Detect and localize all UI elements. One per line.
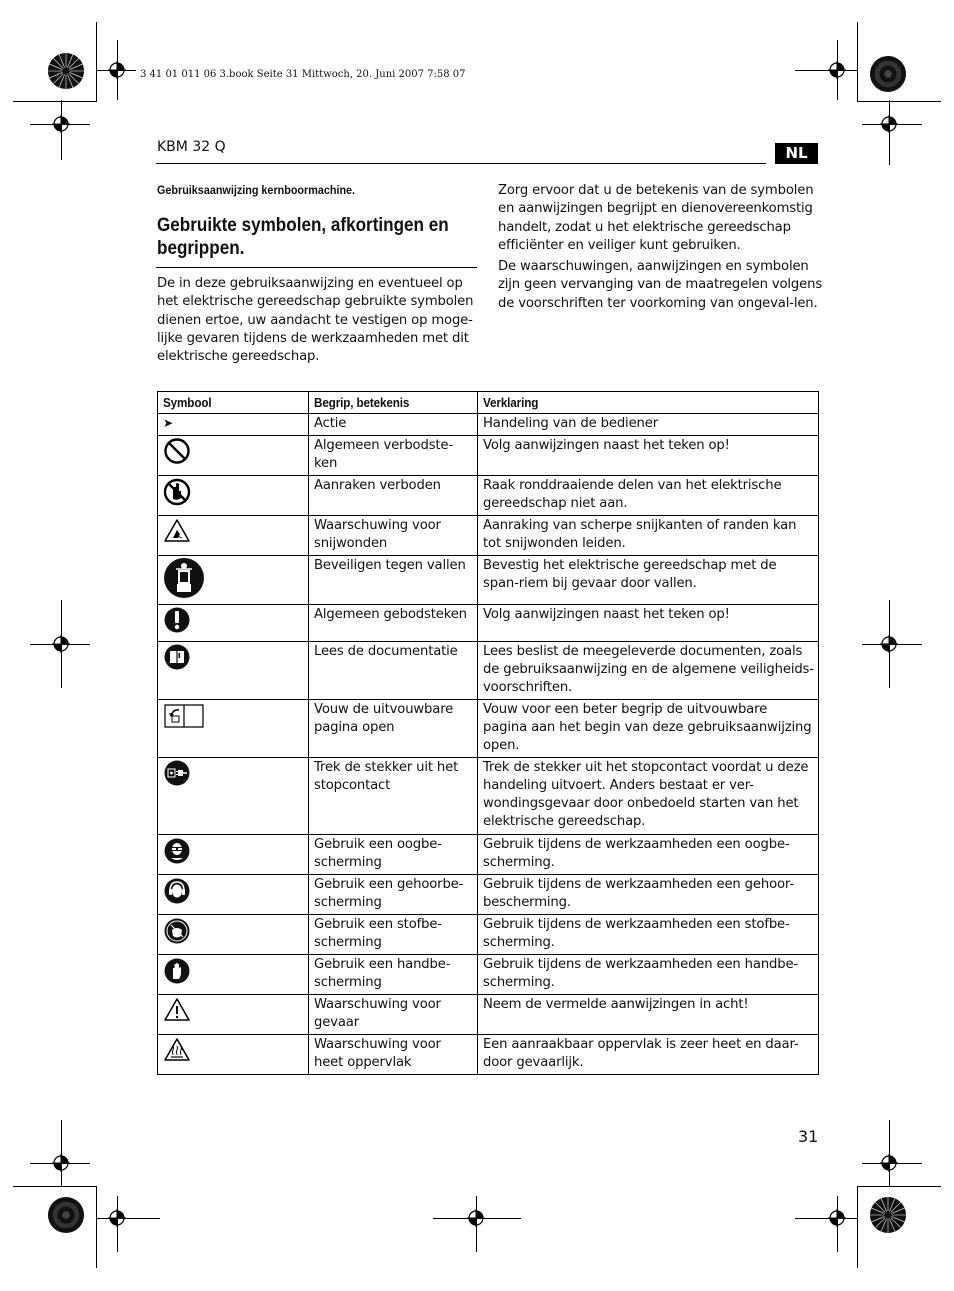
registration-target-icon [108, 61, 126, 79]
table-row [158, 555, 819, 604]
table-row [158, 515, 819, 555]
fall-protection-icon [163, 557, 205, 599]
term-cell: Trek de stekker uit het stopcontact [309, 757, 478, 834]
table-row [158, 757, 819, 834]
print-rosette-icon [47, 1196, 85, 1234]
term-cell: Beveiligen tegen vallen [309, 555, 478, 604]
term-cell: Gebruik een oogbe-scherming [309, 834, 478, 874]
registration-target-icon [52, 1154, 70, 1172]
header-rule [156, 163, 766, 164]
explanation-cell: Gebruik tijdens de werkzaamheden een stofbe-scherming. [478, 914, 819, 954]
column-header: Verklaring [478, 392, 819, 414]
explanation-cell: Volg aanwijzingen naast het teken op! [478, 604, 819, 641]
foldout-page-icon [163, 701, 207, 731]
hot-surface-icon [163, 1036, 191, 1064]
explanation-cell: Vouw voor een beter begrip de uitvouwbare pagina aan het begin van deze gebruiksaanwijzing open. [478, 699, 819, 757]
term-cell: Waarschuwing voor snijwonden [309, 515, 478, 555]
table-row [158, 435, 819, 475]
explanation-cell: Handeling van de bediener [478, 414, 819, 435]
language-badge: NL [775, 143, 818, 164]
explanation-cell: Aanraking van scherpe snijkanten of randen kan tot snijwonden leiden. [478, 515, 819, 555]
table-row [158, 834, 819, 874]
danger-warning-icon [163, 996, 191, 1024]
intro-paragraph-right-1: Zorg ervoor dat u de betekenis van de symbolen en aanwijzingen begrijpt en dienovereenkomstig handelt, zodat u het elektrische gereedschap efficiënter en veiliger kunt gebruiken. [498, 183, 814, 253]
intro-paragraph-left: De in deze gebruiksaanwijzing en eventueel op het elektrische gereedschap gebruikte symbolen dienen ertoe, uw aandacht te vestigen op moge-lijke gevaren tijdens de werkzaamheden met dit elektrische gereedschap. [157, 276, 474, 365]
explanation-cell: Bevestig het elektrische gereedschap met de span-riem bij gevaar door vallen. [478, 555, 819, 604]
book-info-line: 3 41 01 011 06 3.book Seite 31 Mittwoch, 20. Juni 2007 7:58 07 [140, 69, 466, 80]
section-subheading: Gebruiksaanwijzing kernboormachine. [157, 183, 356, 197]
unplug-icon [163, 759, 191, 787]
explanation-cell: Lees beslist de meegeleverde documenten, zoals de gebruiksaanwijzing en de algemene veiligheids-voorschriften. [478, 641, 819, 699]
page-number: 31 [798, 1127, 819, 1146]
explanation-cell: Raak ronddraaiende delen van het elektrische gereedschap niet aan. [478, 475, 819, 515]
gloves-icon [163, 956, 191, 986]
registration-target-icon [467, 1209, 485, 1227]
action-arrow-icon: ➤ [158, 414, 309, 435]
print-rosette-icon [47, 52, 85, 90]
table-row [158, 1034, 819, 1074]
term-cell: Gebruik een stofbe-scherming [309, 914, 478, 954]
explanation-cell: Neem de vermelde aanwijzingen in acht! [478, 994, 819, 1034]
table-row [158, 414, 819, 435]
term-cell: Vouw de uitvouwbare pagina open [309, 699, 478, 757]
print-rosette-icon [869, 55, 907, 93]
term-cell: Lees de documentatie [309, 641, 478, 699]
registration-target-icon [52, 635, 70, 653]
registration-target-icon [828, 61, 846, 79]
table-row [158, 914, 819, 954]
dust-mask-icon [163, 916, 191, 946]
hearing-protection-icon [163, 876, 191, 906]
model-name: KBM 32 Q [157, 139, 226, 155]
table-row [158, 994, 819, 1034]
print-rosette-icon [869, 1196, 907, 1234]
registration-target-icon [880, 635, 898, 653]
term-cell: Gebruik een gehoorbe-scherming [309, 874, 478, 914]
prohibition-icon [163, 437, 191, 465]
table-header-row [158, 392, 819, 414]
term-cell: Actie [309, 414, 478, 435]
term-cell: Gebruik een handbe-scherming [309, 954, 478, 994]
registration-target-icon [880, 115, 898, 133]
column-header: Symbool [158, 392, 309, 414]
term-cell: Algemeen gebodsteken [309, 604, 478, 641]
eye-protection-icon [163, 836, 191, 866]
intro-paragraph-right-2: De waarschuwingen, aanwijzingen en symbolen zijn geen vervanging van de maatregelen volgens de voorschriften ter voorkoming van ongeval-len. [498, 259, 823, 311]
mandatory-exclamation-icon [163, 606, 191, 634]
table-row [158, 699, 819, 757]
registration-target-icon [828, 1209, 846, 1227]
explanation-cell: Volg aanwijzingen naast het teken op! [478, 435, 819, 475]
term-cell: Aanraken verboden [309, 475, 478, 515]
read-manual-icon [163, 643, 191, 671]
cut-warning-icon [163, 517, 191, 545]
term-cell: Algemeen verbodste-ken [309, 435, 478, 475]
registration-target-icon [108, 1209, 126, 1227]
table-row [158, 604, 819, 641]
registration-target-icon [880, 1154, 898, 1172]
table-row [158, 475, 819, 515]
symbols-table [157, 391, 819, 1075]
explanation-cell: Gebruik tijdens de werkzaamheden een gehoor-bescherming. [478, 874, 819, 914]
table-row [158, 874, 819, 914]
section-heading: Gebruikte symbolen, afkortingen en begrippen. [157, 215, 449, 259]
explanation-cell: Gebruik tijdens de werkzaamheden een oogbe-scherming. [478, 834, 819, 874]
term-cell: Waarschuwing voor heet oppervlak [309, 1034, 478, 1074]
table-row [158, 954, 819, 994]
explanation-cell: Een aanraakbaar oppervlak is zeer heet en daar-door gevaarlijk. [478, 1034, 819, 1074]
table-row [158, 641, 819, 699]
term-cell: Waarschuwing voor gevaar [309, 994, 478, 1034]
explanation-cell: Gebruik tijdens de werkzaamheden een handbe-scherming. [478, 954, 819, 994]
heading-rule [156, 267, 477, 268]
no-touch-icon [163, 477, 191, 507]
column-header: Begrip, betekenis [309, 392, 478, 414]
explanation-cell: Trek de stekker uit het stopcontact voordat u deze handeling uitvoert. Anders bestaat er ver-wondingsgevaar door onbedoeld starten van het elektrische gereedschap. [478, 757, 819, 834]
registration-target-icon [52, 115, 70, 133]
